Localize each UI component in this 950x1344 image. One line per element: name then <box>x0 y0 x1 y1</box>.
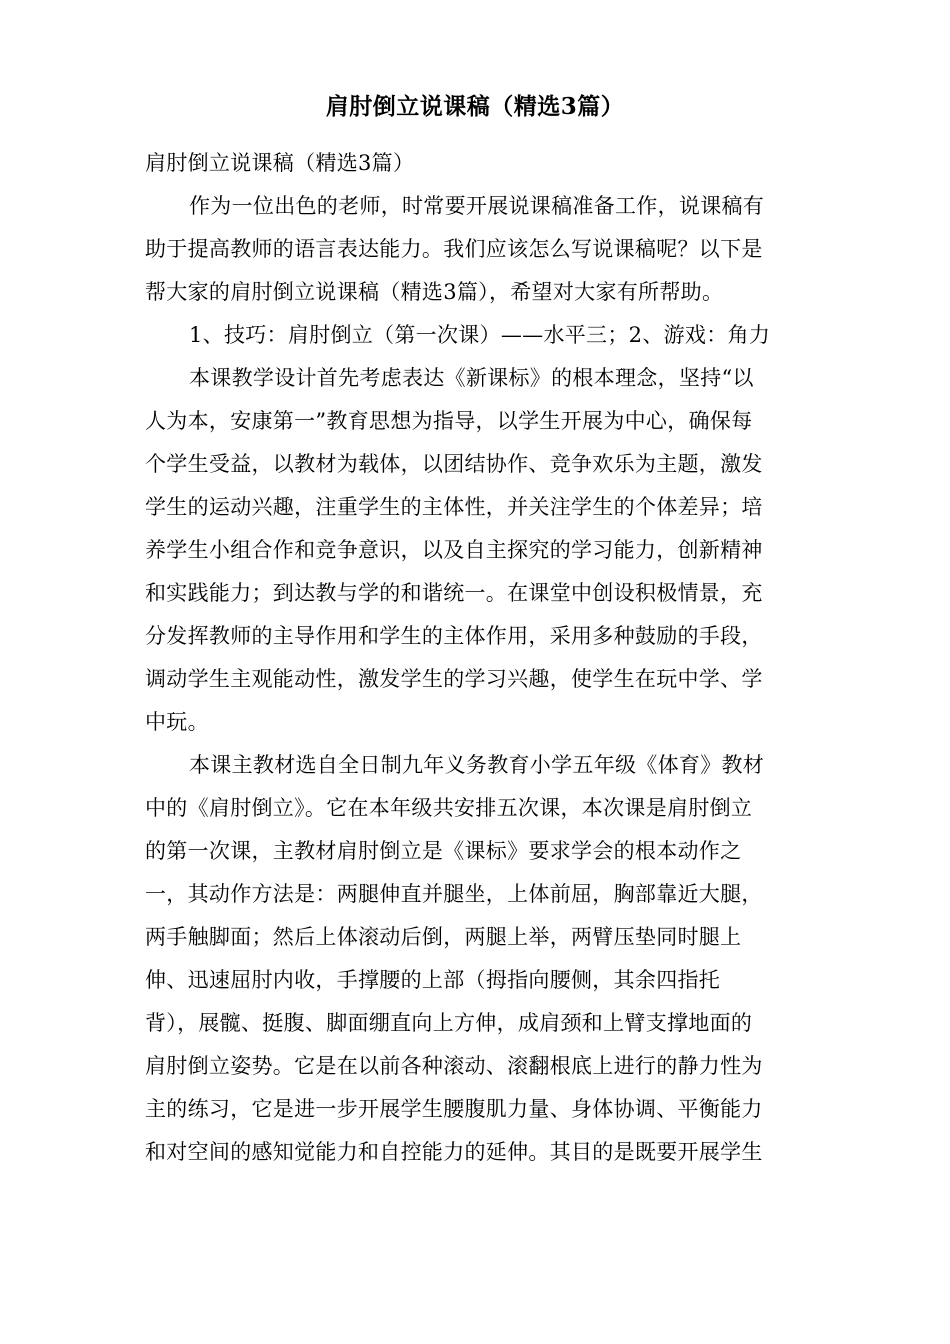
text-line: 和对空间的感知觉能力和自控能力的延伸。其目的是既要开展学生 <box>145 1140 763 1164</box>
text-line: 养学生小组合作和竞争意识，以及自主探究的学习能力，创新精神 <box>145 538 763 562</box>
text-line: 中玩。 <box>145 710 209 734</box>
paragraph-topic <box>145 314 805 357</box>
text-line: 人为本，安康第一”教育思想为指导，以学生开展为中心，确保每 <box>145 409 753 433</box>
text-line: 和实践能力；到达教与学的和谐统一。在课堂中创设积极情景，充 <box>145 581 763 605</box>
text-line: 本课教学设计首先考虑表达《新课标》的根本理念，坚持“以 <box>189 366 754 390</box>
text-line: 助于提高教师的语言表达能力。我们应该怎么写说课稿呢？以下是 <box>145 237 763 261</box>
document-subtitle: 肩肘倒立说课稿（精选3篇） <box>145 151 415 175</box>
text-line: 个学生受益，以教材为载体，以团结协作、竞争欢乐为主题，激发 <box>145 452 763 476</box>
text-line: 伸、迅速屈肘内收，手撑腰的上部（拇指向腰侧，其余四指托 <box>145 968 721 992</box>
text-line: 学生的运动兴趣，注重学生的主体性，并关注学生的个体差异；培 <box>145 495 763 519</box>
text-line: 作为一位出色的老师，时常要开展说课稿准备工作，说课稿有 <box>189 194 765 218</box>
text-line: 主的练习，它是进一步开展学生腰腹肌力量、身体协调、平衡能力 <box>145 1097 763 1121</box>
text-line: 分发挥教师的主导作用和学生的主体作用，采用多种鼓励的手段， <box>145 624 763 648</box>
text-line: 的第一次课，主教材肩肘倒立是《课标》要求学会的根本动作之 <box>145 839 742 863</box>
text-line: 帮大家的肩肘倒立说课稿（精选3篇），希望对大家有所帮助。 <box>145 280 724 304</box>
paragraph-intro <box>145 185 805 314</box>
paragraph-teaching-material <box>145 744 805 1174</box>
paragraph-design-philosophy <box>145 357 805 744</box>
document-body <box>145 142 805 1174</box>
text-line: 1、技巧：肩肘倒立（第一次课）——水平三；2、游戏：角力 <box>189 323 771 347</box>
text-line: 两手触脚面；然后上体滚动后倒，两腿上举，两臂压垫同时腿上 <box>145 925 742 949</box>
text-line: 肩肘倒立姿势。它是在以前各种滚动、滚翻根底上进行的静力性为 <box>145 1054 763 1078</box>
text-line: 一，其动作方法是：两腿伸直并腿坐，上体前屈，胸部靠近大腿， <box>145 882 763 906</box>
text-line: 调动学生主观能动性，激发学生的学习兴趣，使学生在玩中学、学 <box>145 667 763 691</box>
document-title: 肩肘倒立说课稿（精选3篇） <box>325 93 625 120</box>
text-line: 中的《肩肘倒立》。它在本年级共安排五次课，本次课是肩肘倒立 <box>145 796 753 820</box>
text-line: 本课主教材选自全日制九年义务教育小学五年级《体育》教材 <box>189 753 765 777</box>
text-line: 背），展髋、挺腹、脚面绷直向上方伸，成肩颈和上臂支撑地面的 <box>145 1011 753 1035</box>
